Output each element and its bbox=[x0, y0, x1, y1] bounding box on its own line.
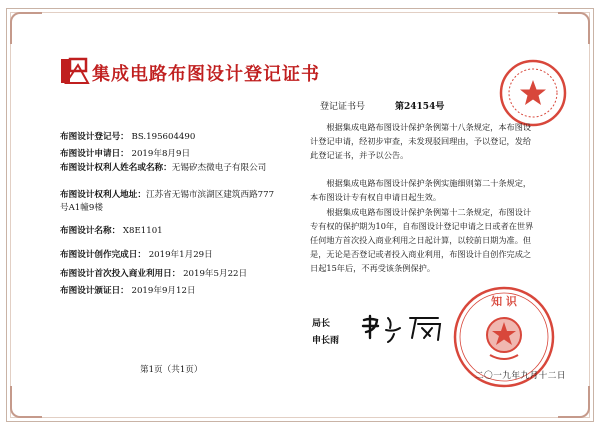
svg-text:知 识: 知 识 bbox=[491, 295, 517, 308]
field-right-holder bbox=[60, 162, 280, 175]
field-value: 2019年1月29日 bbox=[148, 250, 213, 260]
field-issue-date bbox=[60, 284, 196, 296]
field-creation-date bbox=[60, 248, 213, 260]
registration-value: 第24154号 bbox=[395, 102, 445, 112]
field-label: 布图设计权利人地址： bbox=[60, 190, 146, 200]
field-holder-address bbox=[60, 189, 280, 215]
page-number: 第1页（共1页） bbox=[140, 365, 203, 375]
field-design-name bbox=[60, 224, 163, 236]
field-label: 布图设计权利人姓名或名称： bbox=[60, 163, 172, 173]
field-label: 布图设计颁证日： bbox=[60, 286, 129, 296]
corner-ornament-bottom-left bbox=[10, 386, 42, 418]
issue-date: 二〇一九年九月十二日 bbox=[475, 371, 566, 381]
field-value: BS.195604490 bbox=[131, 132, 196, 142]
field-value: X8E1101 bbox=[122, 226, 163, 236]
field-application-date bbox=[60, 147, 190, 159]
registration-label: 登记证书号 bbox=[320, 102, 366, 112]
corner-ornament-bottom-right bbox=[558, 386, 590, 418]
field-value: 无锡矽杰微电子有限公司 bbox=[171, 163, 267, 173]
field-label: 布图设计申请日： bbox=[60, 149, 129, 159]
field-value: 2019年9月12日 bbox=[131, 286, 196, 296]
seal-stamp-top-icon bbox=[498, 58, 568, 128]
field-label: 布图设计登记号： bbox=[60, 132, 129, 142]
director-title: 局长 bbox=[312, 319, 331, 329]
ip-office-logo-icon bbox=[60, 57, 90, 85]
paragraph-article-12: 根据集成电路布图设计保护条例第十二条规定，布图设计专有权的保护期为10年，自布图设计登记申请之日或者在世界任何地方首次投入商业利用之日起计算，以较前日期为准。但是，无论是否登记或者投入商业利用，布图设计自创作完成之日起15年后，不再受该条例保护。 bbox=[310, 207, 534, 273]
field-label: 布图设计首次投入商业利用日： bbox=[60, 269, 181, 279]
field-label: 布图设计创作完成日： bbox=[60, 250, 146, 260]
director-name: 申长雨 bbox=[312, 336, 340, 346]
field-registration-no bbox=[60, 130, 195, 142]
field-value: 江苏省无锡市滨湖区建筑西路777号A1幢9楼 bbox=[60, 190, 275, 213]
field-label: 布图设计名称： bbox=[60, 226, 121, 236]
corner-ornament-top-right bbox=[558, 12, 590, 44]
field-value: 2019年8月9日 bbox=[131, 149, 191, 159]
director-signature-icon bbox=[358, 308, 458, 346]
certificate-title: 集成电路布图设计登记证书 bbox=[92, 64, 320, 85]
field-commercial-use-date bbox=[60, 267, 247, 279]
paragraph-article-18: 根据集成电路布图设计保护条例第十八条规定，本布图设计登记申请，经初步审查，未发现驳回理由，予以登记，发给此登记证书，并予以公告。 bbox=[310, 122, 532, 160]
paragraph-article-20: 根据集成电路布图设计保护条例实施细则第二十条规定，本布图设计专有权自申请日起生效。 bbox=[310, 178, 532, 202]
field-value: 2019年5月22日 bbox=[183, 269, 248, 279]
registration-number bbox=[320, 99, 444, 112]
corner-ornament-top-left bbox=[10, 12, 42, 44]
